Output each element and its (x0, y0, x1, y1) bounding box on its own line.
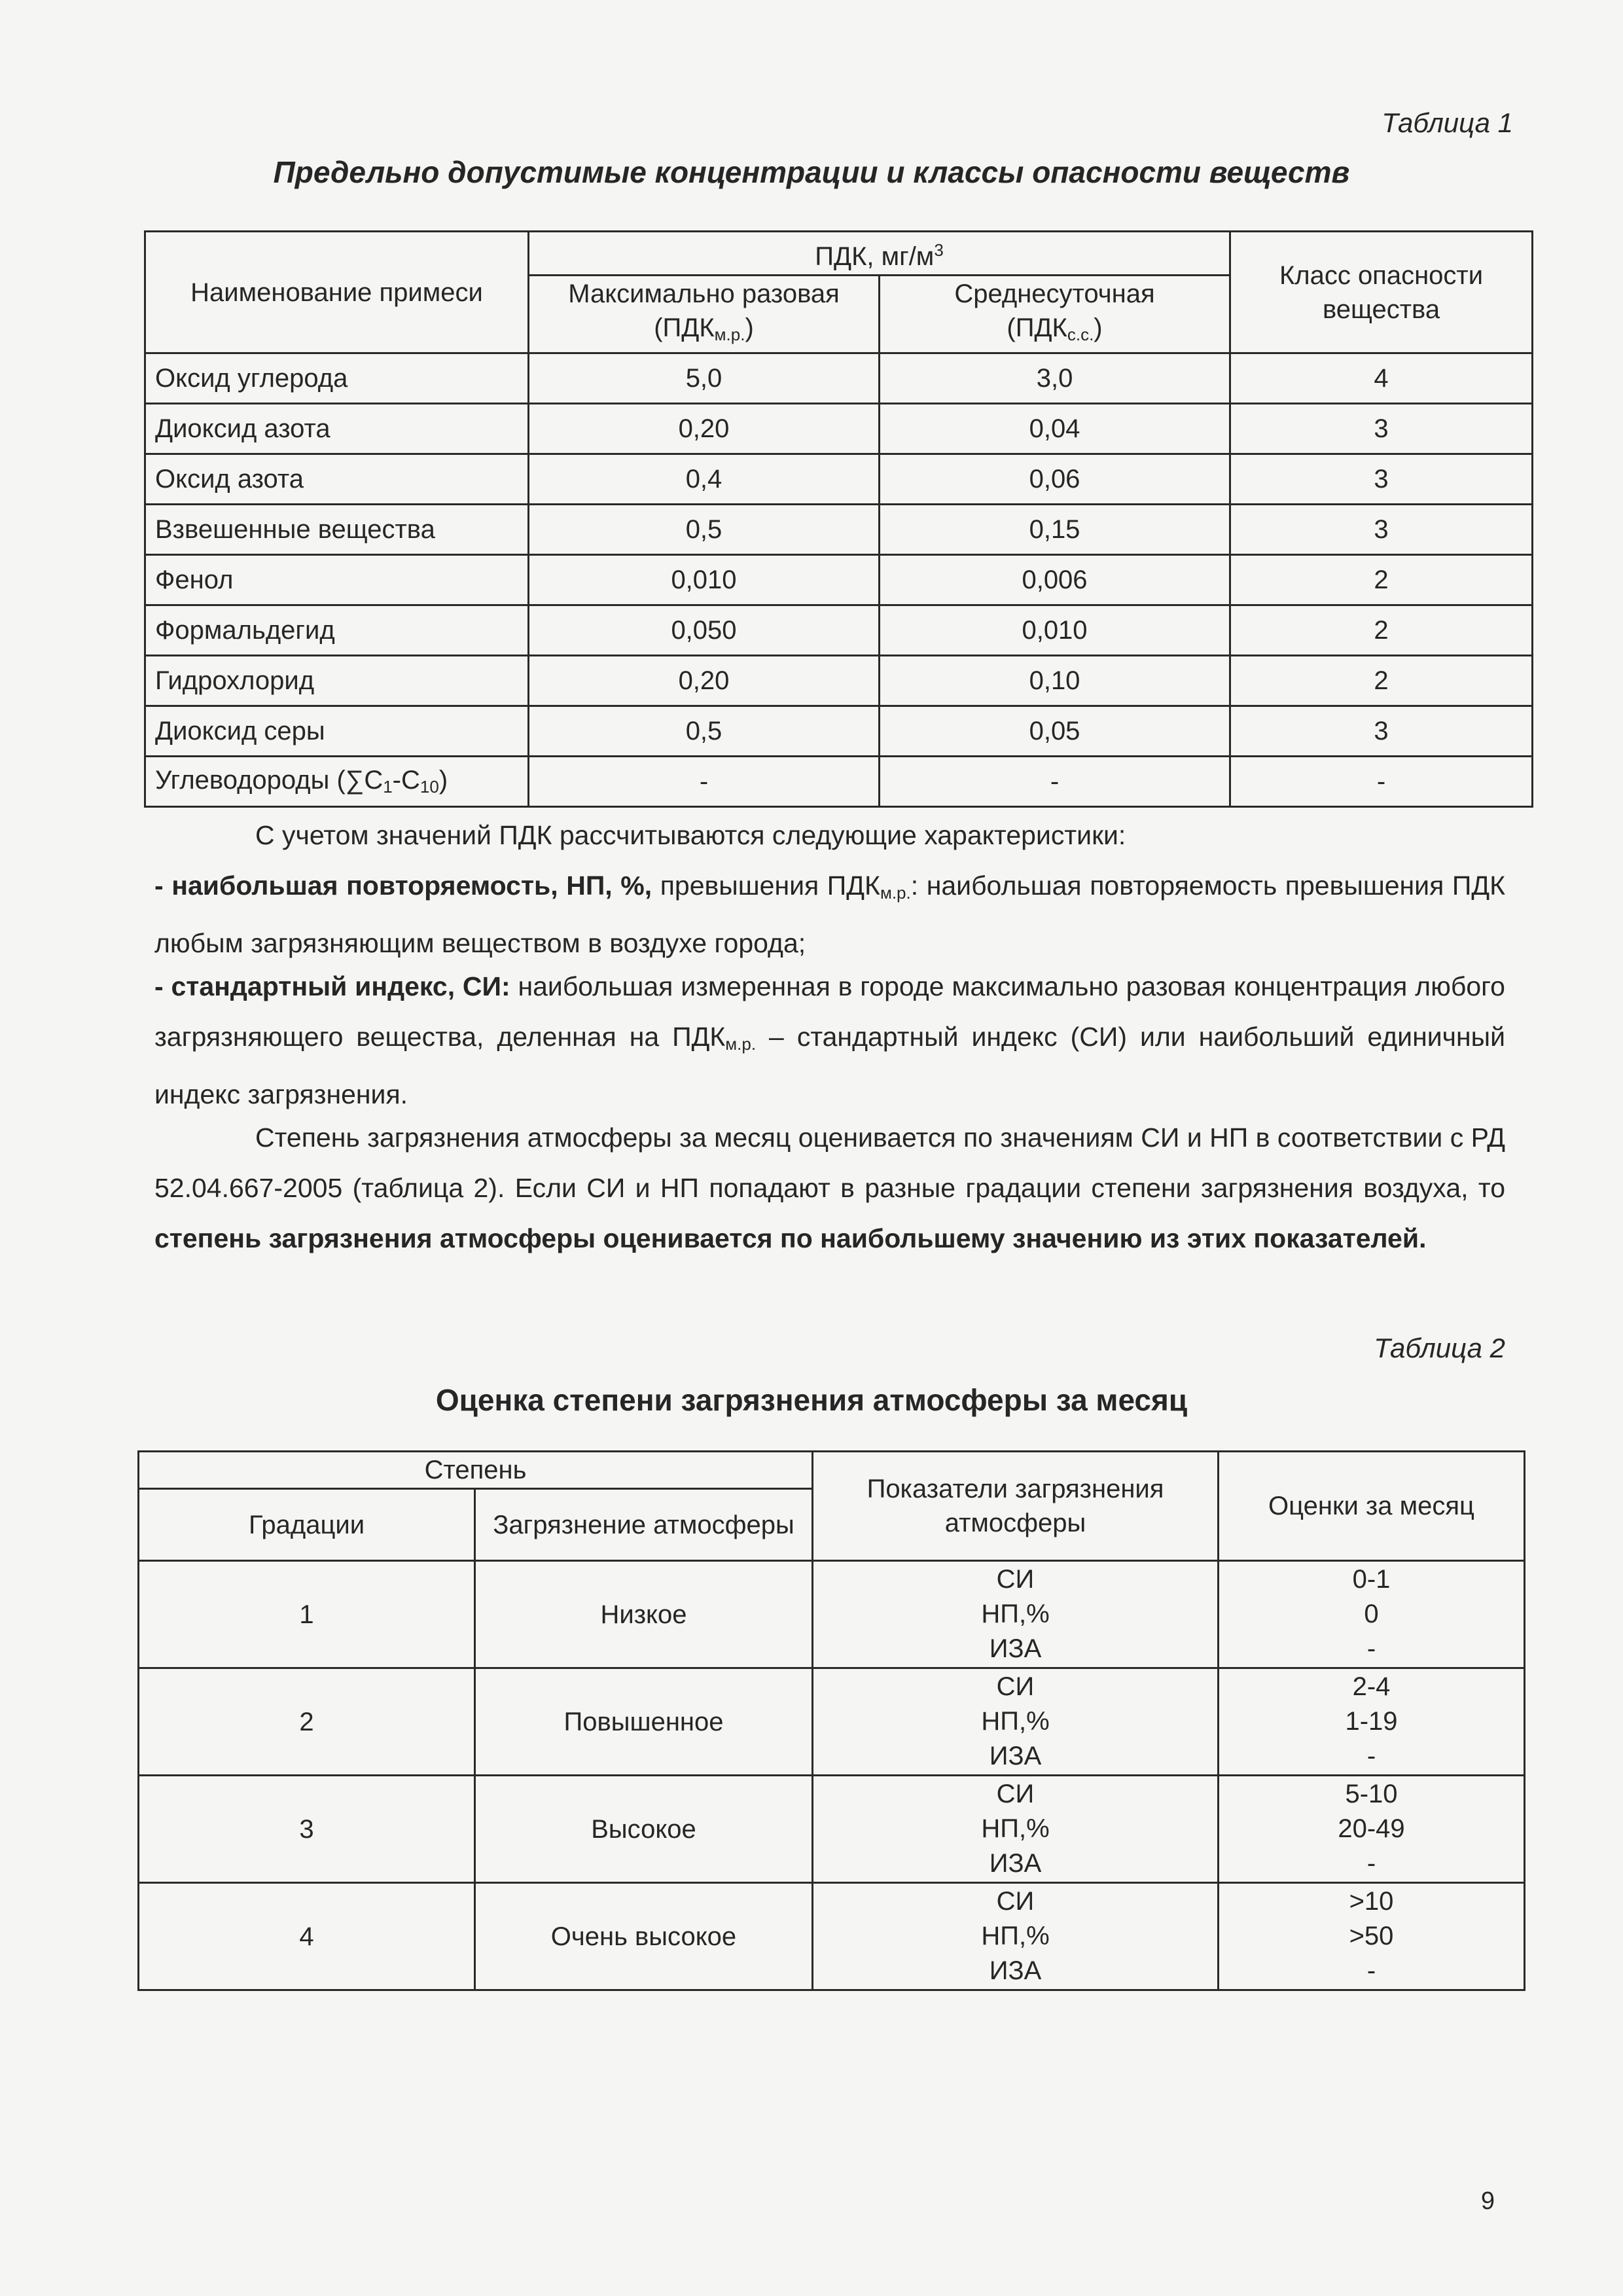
table-row: Углеводороды $(\sum C_1-C_{10})$ - - - (145, 757, 1533, 807)
paragraph-si: - стандартный индекс, СИ: наибольшая измеренная в городе максимально разовая концентрация любого загрязняющего вещества, деленная на $ПДК_{м.р.}$ – стандартный индекс (СИ) или наибольший единичный индекс загрязнения. (154, 971, 1506, 1109)
table-row: Взвешенные вещества 0,5 0,15 3 (145, 505, 1533, 555)
paragraph-degree: Степень загрязнения атмосферы за месяц оценивается по значениям СИ и НП в соответствии с РД 52.04.667-2005 (таблица 2). Если СИ и НП попадают в разные градации степени загрязнения воздуха, то степень загрязнения атмосферы оценивается по наибольшему значению из этих показателей. (154, 1122, 1505, 1253)
hydrocarbons-cell: Углеводороды $(\sum C_1-C_{10})$ (145, 757, 529, 807)
table-row: 1 Низкое СИ НП,% ИЗА 0-1 0 - (139, 1561, 1525, 1668)
table-row: Диоксид азота 0,20 0,04 3 (145, 404, 1533, 454)
page-number: 9 (1480, 2187, 1495, 2215)
header-pollution: Загрязнение атмосферы (475, 1489, 813, 1561)
header-name: Наименование примеси (145, 232, 529, 353)
paragraph-np: - наибольшая повторяемость, НП, %, превышения $ПДК_{м.р.}$: наибольшая повторяемость превышения ПДК любым загрязняющим веществом в воздухе города; (154, 870, 1505, 958)
pollution-degree-table (137, 1450, 1525, 1991)
table-row: Диоксид серы 0,5 0,05 3 (145, 706, 1533, 757)
table2-title: Оценка степени загрязнения атмосферы за месяц (435, 1383, 1188, 1417)
header-degree: Степень (139, 1452, 813, 1489)
header-max: Максимально разовая $(ПДК_{м.р.})$ (529, 276, 880, 353)
header-avg: Среднесуточная $(ПДК_{с.с.})$ (880, 276, 1230, 353)
table-row: 3 Высокое СИ НП,% ИЗА 5-10 20-49 - (139, 1776, 1525, 1883)
table1-title: Предельно допустимые концентрации и классы опасности веществ (273, 155, 1350, 189)
header-class: Класс опасности вещества (1230, 232, 1533, 353)
table-row: 2 Повышенное СИ НП,% ИЗА 2-4 1-19 - (139, 1668, 1525, 1776)
table-row: Гидрохлорид 0,20 0,10 2 (145, 656, 1533, 706)
mpc-table (144, 230, 1533, 808)
table2-caption: Таблица 2 (1374, 1333, 1505, 1363)
table-row: Оксид углерода 5,0 3,0 4 (145, 353, 1533, 404)
table-row: 4 Очень высокое СИ НП,% ИЗА >10 >50 - (139, 1883, 1525, 1990)
table-row: Формальдегид 0,050 0,010 2 (145, 605, 1533, 656)
paragraph-intro: С учетом значений ПДК рассчитываются следующие характеристики: (255, 820, 1126, 850)
table-row: Фенол 0,010 0,006 2 (145, 555, 1533, 605)
header-estimates: Оценки за месяц (1219, 1452, 1525, 1561)
header-indicators: Показатели загрязнения атмосферы (813, 1452, 1219, 1561)
table1-caption: Таблица 1 (1382, 107, 1513, 138)
table-row: Оксид азота 0,4 0,06 3 (145, 454, 1533, 505)
header-pdk: ПДК, $мг/м^3$ (529, 232, 1230, 276)
header-grade: Градации (139, 1489, 475, 1561)
